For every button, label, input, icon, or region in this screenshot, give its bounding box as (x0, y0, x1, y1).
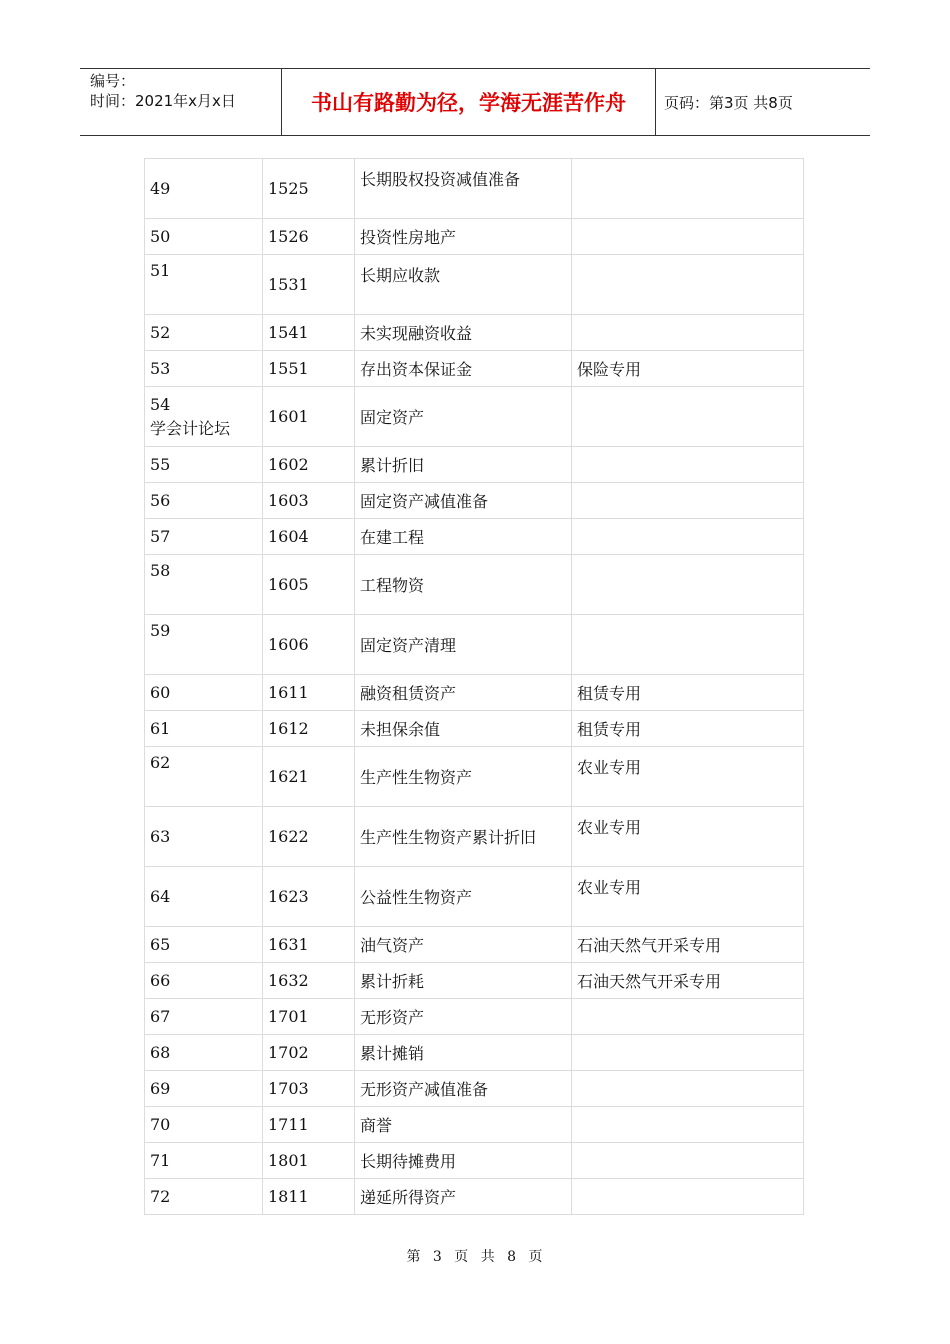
account-name: 无形资产减值准备 (355, 1071, 572, 1107)
table-row (145, 219, 804, 255)
table-row (145, 927, 804, 963)
number-label: 编号： (90, 72, 136, 90)
account-note (572, 1035, 804, 1071)
account-name: 油气资产 (355, 927, 572, 963)
account-note (572, 519, 804, 555)
account-note: 保险专用 (572, 351, 804, 387)
table-row (145, 747, 804, 807)
account-code: 1601 (263, 387, 355, 447)
row-number: 50 (145, 219, 263, 255)
page-header (80, 68, 870, 136)
account-code: 1623 (263, 867, 355, 927)
account-note (572, 483, 804, 519)
account-table (144, 158, 804, 1215)
account-code: 1702 (263, 1035, 355, 1071)
footer-total-pages: 8 (507, 1249, 518, 1265)
account-code: 1606 (263, 615, 355, 675)
table-row (145, 315, 804, 351)
table-row (145, 519, 804, 555)
account-code: 1603 (263, 483, 355, 519)
header-motto: 书山有路勤为径，学海无涯苦作舟 (282, 69, 656, 135)
account-code: 1531 (263, 255, 355, 315)
account-note (572, 447, 804, 483)
account-name: 生产性生物资产累计折旧 (355, 807, 572, 867)
account-note: 石油天然气开采专用 (572, 927, 804, 963)
table-row (145, 615, 804, 675)
table-row (145, 159, 804, 219)
account-note (572, 387, 804, 447)
account-name: 累计摊销 (355, 1035, 572, 1071)
time-label: 时间：2021年x月x日 (90, 92, 236, 110)
account-note: 农业专用 (572, 747, 804, 807)
account-note: 租赁专用 (572, 711, 804, 747)
table-row (145, 1179, 804, 1215)
account-name: 生产性生物资产 (355, 747, 572, 807)
table-row (145, 807, 804, 867)
table-row (145, 483, 804, 519)
footer-word-ye-2: 页 (528, 1249, 544, 1265)
account-note (572, 1179, 804, 1215)
footer-word-di: 第 (406, 1249, 422, 1265)
table-row (145, 447, 804, 483)
account-name: 累计折旧 (355, 447, 572, 483)
account-name: 长期股权投资减值准备 (355, 159, 572, 219)
row-number: 58 (145, 555, 263, 615)
row-number: 64 (145, 867, 263, 927)
account-name: 长期待摊费用 (355, 1143, 572, 1179)
header-page-info: 页码：第3页 共8页 (664, 93, 793, 112)
account-code: 1611 (263, 675, 355, 711)
footer-word-ye: 页 (454, 1249, 470, 1265)
account-note (572, 1071, 804, 1107)
page-footer (0, 1246, 950, 1266)
account-code: 1703 (263, 1071, 355, 1107)
row-number: 52 (145, 315, 263, 351)
row-number: 66 (145, 963, 263, 999)
account-code: 1526 (263, 219, 355, 255)
row-number: 53 (145, 351, 263, 387)
table-row (145, 255, 804, 315)
row-number: 72 (145, 1179, 263, 1215)
row-number: 70 (145, 1107, 263, 1143)
account-code: 1701 (263, 999, 355, 1035)
table-row (145, 999, 804, 1035)
table-row (145, 351, 804, 387)
table-row (145, 963, 804, 999)
row-number: 49 (145, 159, 263, 219)
table-row (145, 387, 804, 447)
account-name: 固定资产清理 (355, 615, 572, 675)
table-row (145, 1035, 804, 1071)
account-code: 1622 (263, 807, 355, 867)
account-code: 1541 (263, 315, 355, 351)
row-number: 65 (145, 927, 263, 963)
account-note (572, 315, 804, 351)
account-code: 1811 (263, 1179, 355, 1215)
header-meta (80, 69, 282, 135)
footer-page-number: 3 (432, 1249, 443, 1265)
row-number: 67 (145, 999, 263, 1035)
account-code: 1525 (263, 159, 355, 219)
footer-word-gong: 共 (480, 1249, 496, 1265)
account-name: 融资租赁资产 (355, 675, 572, 711)
account-name: 长期应收款 (355, 255, 572, 315)
account-code: 1631 (263, 927, 355, 963)
account-code: 1632 (263, 963, 355, 999)
row-number: 62 (145, 747, 263, 807)
account-note (572, 1107, 804, 1143)
watermark-text: 学会计论坛 (150, 418, 231, 438)
account-note (572, 555, 804, 615)
row-number: 57 (145, 519, 263, 555)
row-number: 59 (145, 615, 263, 675)
account-note (572, 255, 804, 315)
table-row (145, 675, 804, 711)
account-note (572, 999, 804, 1035)
table-row (145, 1071, 804, 1107)
row-number: 60 (145, 675, 263, 711)
row-number: 56 (145, 483, 263, 519)
account-name: 固定资产减值准备 (355, 483, 572, 519)
account-name: 递延所得资产 (355, 1179, 572, 1215)
row-number: 63 (145, 807, 263, 867)
account-code: 1551 (263, 351, 355, 387)
account-note (572, 615, 804, 675)
row-number: 54 (150, 394, 171, 414)
row-number-cell (145, 387, 263, 447)
account-note (572, 219, 804, 255)
account-name: 未实现融资收益 (355, 315, 572, 351)
account-code: 1602 (263, 447, 355, 483)
account-name: 工程物资 (355, 555, 572, 615)
table-row (145, 1143, 804, 1179)
table-row (145, 555, 804, 615)
account-code: 1801 (263, 1143, 355, 1179)
account-note: 农业专用 (572, 867, 804, 927)
account-note (572, 159, 804, 219)
account-name: 无形资产 (355, 999, 572, 1035)
account-name: 存出资本保证金 (355, 351, 572, 387)
account-note (572, 1143, 804, 1179)
account-name: 固定资产 (355, 387, 572, 447)
account-code: 1711 (263, 1107, 355, 1143)
row-number: 51 (145, 255, 263, 315)
account-name: 未担保余值 (355, 711, 572, 747)
account-note: 石油天然气开采专用 (572, 963, 804, 999)
account-code: 1621 (263, 747, 355, 807)
account-note: 租赁专用 (572, 675, 804, 711)
table-row (145, 1107, 804, 1143)
row-number: 69 (145, 1071, 263, 1107)
account-name: 商誉 (355, 1107, 572, 1143)
account-code: 1605 (263, 555, 355, 615)
table-row (145, 867, 804, 927)
account-code: 1612 (263, 711, 355, 747)
row-number: 68 (145, 1035, 263, 1071)
account-name: 在建工程 (355, 519, 572, 555)
row-number: 71 (145, 1143, 263, 1179)
row-number: 61 (145, 711, 263, 747)
row-number: 55 (145, 447, 263, 483)
account-name: 投资性房地产 (355, 219, 572, 255)
account-name: 累计折耗 (355, 963, 572, 999)
account-name: 公益性生物资产 (355, 867, 572, 927)
account-code: 1604 (263, 519, 355, 555)
account-note: 农业专用 (572, 807, 804, 867)
table-row (145, 711, 804, 747)
